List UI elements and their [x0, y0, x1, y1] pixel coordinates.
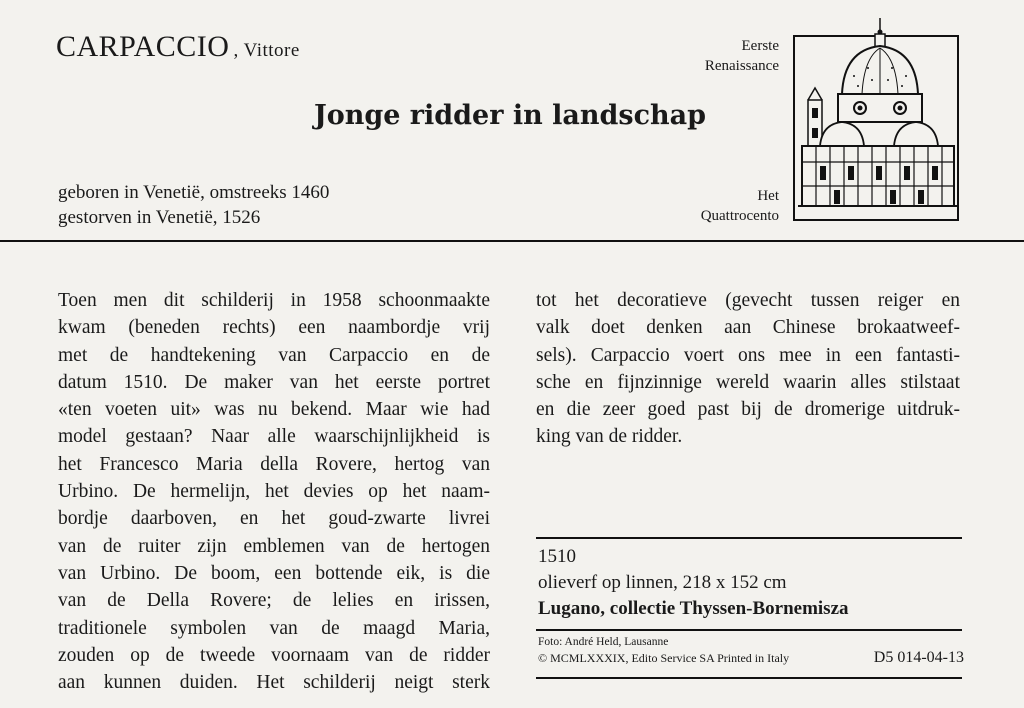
text-line: van de Della Rovere; de lelies en irissen, — [58, 590, 490, 612]
text-line: traditionele symbolen van de maagd Maria, — [58, 617, 490, 639]
died-line: gestorven in Venetië, 1526 — [58, 207, 261, 228]
text-line: tot het decoratieve (gevecht tussen reiger en — [536, 290, 960, 311]
cathedral-dome-icon — [792, 16, 962, 222]
period-top-line-2: Renaissance — [704, 58, 779, 74]
text-line: en die zeer goed past bij de dromerige uitdruk- — [536, 399, 960, 421]
period-label-top — [705, 36, 779, 76]
copyright-line: © MCMLXXXIX, Edito Service SA Printed in Italy — [538, 651, 790, 665]
info-divider-top — [536, 537, 962, 539]
credits-row — [538, 650, 964, 666]
period-bottom-line-2: Quattrocento — [700, 208, 779, 224]
period-top-line-1: Eerste — [741, 38, 779, 54]
text-line: valk doet denken aan Chinese brokaatweef- — [536, 317, 960, 339]
info-divider-bottom — [536, 677, 962, 679]
header-divider — [0, 240, 1024, 242]
info-divider-middle — [536, 629, 962, 631]
text-line: Urbino. De hermelijn, het devies op het naam- — [58, 481, 490, 503]
text-line: sels). Carpaccio voert ons mee in een fantasti- — [536, 344, 960, 366]
life-dates — [58, 180, 329, 230]
text-line: kwam (beneden rechts) een naambordje vrij — [58, 317, 490, 339]
painting-year: 1510 — [538, 546, 576, 567]
card-code: D5 014-04-13 — [873, 649, 964, 666]
artist-surname: CARPACCIO — [56, 30, 230, 63]
text-line: van Urbino. De boom, een bottende eik, is die — [58, 562, 490, 584]
description-left-column — [58, 287, 490, 696]
painting-title: Jonge ridder in landschap — [313, 100, 707, 131]
text-line: met de handtekening van Carpaccio en de — [58, 344, 490, 366]
text-line: zouden op de tweede voornaam van de ridder — [58, 644, 490, 666]
period-label-bottom — [701, 186, 779, 226]
text-line: van de ruiter zijn emblemen van de hertogen — [58, 535, 490, 557]
text-line: «ten voeten uit» was nu bekend. Maar wie had — [58, 399, 490, 421]
painting-medium: olieverf op linnen, 218 x 152 cm — [538, 572, 787, 593]
text-line: king van de ridder. — [536, 426, 683, 448]
period-bottom-line-1: Het — [757, 188, 779, 204]
photo-credit: Foto: André Held, Lausanne — [538, 636, 669, 648]
credits — [538, 635, 964, 666]
text-line: het Francesco Maria della Rovere, hertog van — [58, 453, 490, 475]
painting-info — [538, 544, 849, 622]
description-right-column — [536, 287, 960, 451]
artist-name — [56, 30, 300, 64]
artist-firstname: , Vittore — [233, 40, 300, 61]
painting-location: Lugano, collectie Thyssen-Bornemisza — [538, 598, 849, 619]
text-line: sche en fijnzinnige wereld waarin alles stilstaat — [536, 371, 960, 393]
text-line: aan kunnen duiden. Het schilderij neigt sterk — [58, 672, 490, 694]
text-line: datum 1510. De maker van het eerste portret — [58, 371, 490, 393]
born-line: geboren in Venetië, omstreeks 1460 — [58, 182, 330, 203]
text-line: bordje daarboven, en het goud-zwarte livrei — [58, 508, 490, 530]
text-line: model gestaan? Naar alle waarschijnlijkheid is — [58, 426, 490, 448]
text-line: Toen men dit schilderij in 1958 schoonmaakte — [58, 290, 490, 311]
